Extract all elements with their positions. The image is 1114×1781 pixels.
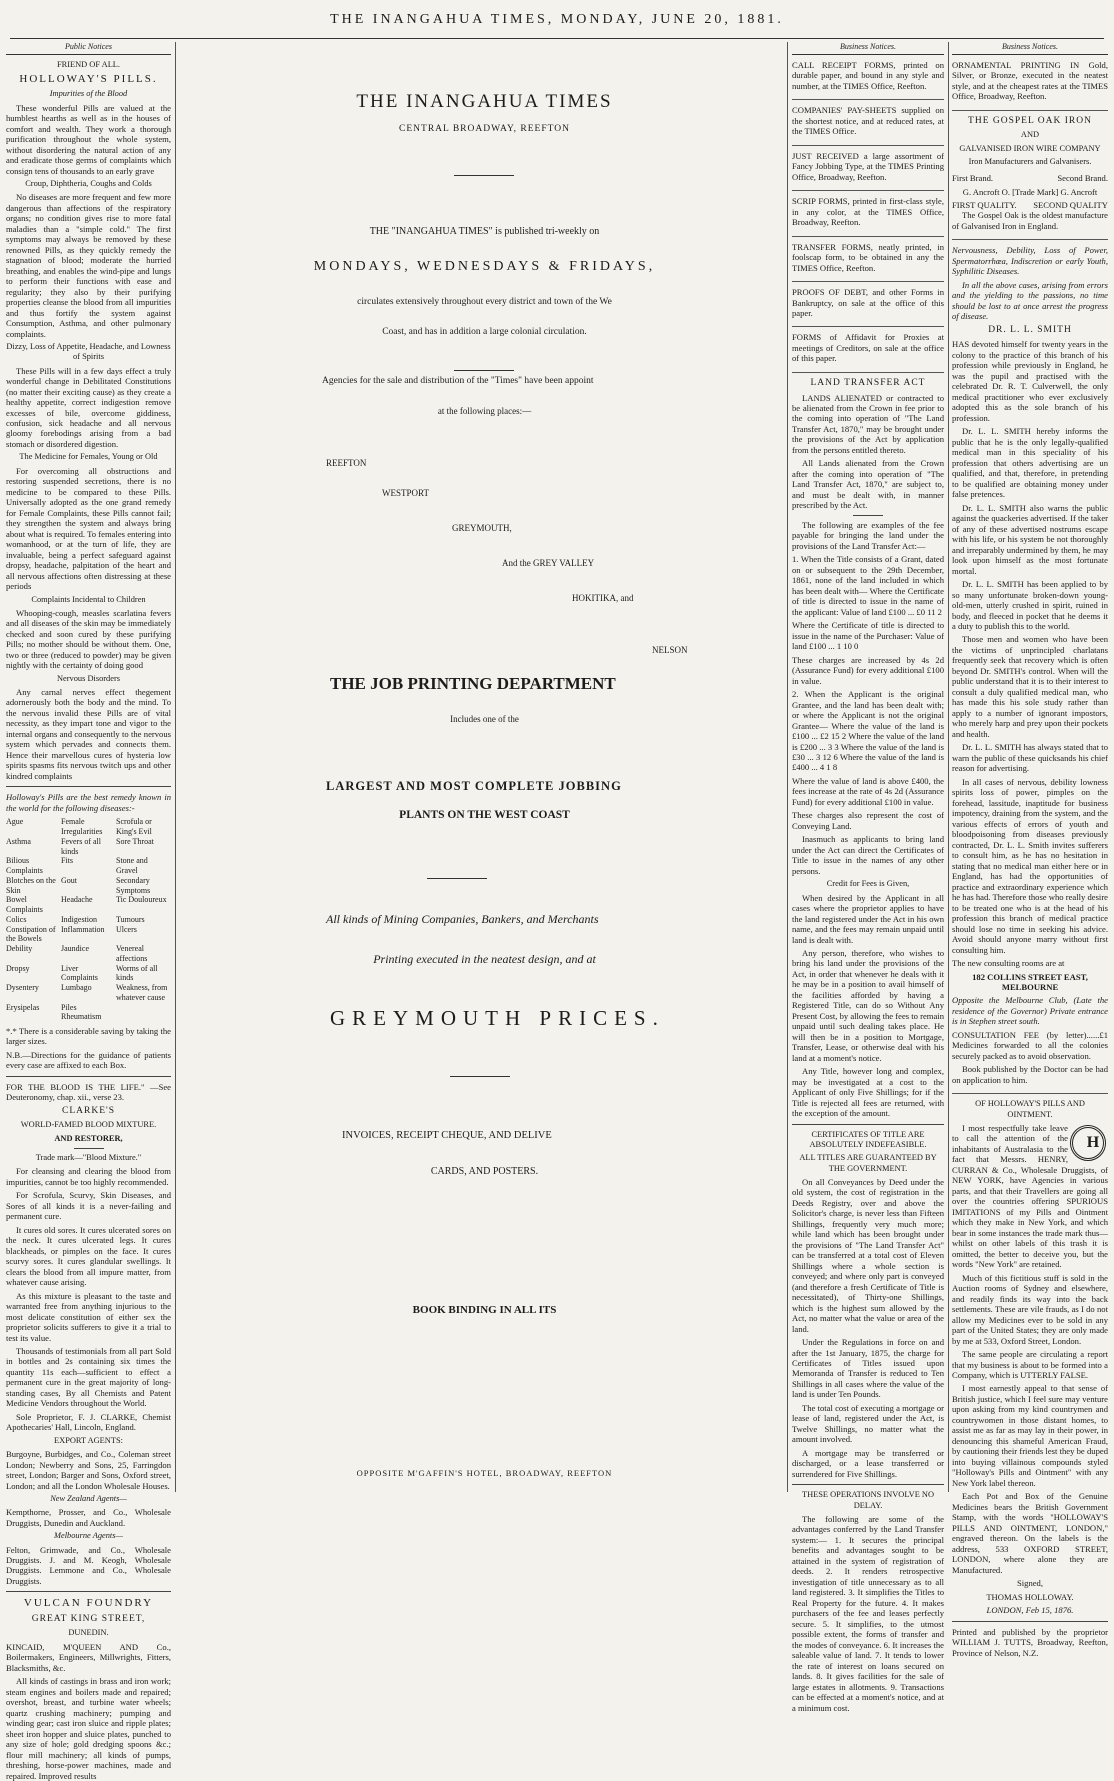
subheading: Dizzy, Loss of Appetite, Headache, and Lowness of Spirits <box>6 342 171 362</box>
land-transfer-heading: LAND TRANSFER ACT <box>810 377 926 388</box>
ornament-rule <box>454 370 514 372</box>
includes-line: Includes one of the <box>450 714 519 724</box>
cards-line: CARDS, AND POSTERS. <box>430 1166 539 1177</box>
column-header: Business Notices. <box>952 42 1108 55</box>
first-quality: FIRST QUALITY. <box>952 199 1017 210</box>
town-name: NELSON <box>652 645 688 655</box>
paragraph: The Gospel Oak is the oldest manufacture of Galvanised Iron in England. <box>952 210 1108 231</box>
vulcan-city: DUNEDIN. <box>68 1628 109 1638</box>
advert <box>792 287 944 327</box>
all-kinds-line: All kinds of Mining Companies, Bankers, and Merchants <box>326 912 599 926</box>
invoices-line: INVOICES, RECEIPT CHEQUE, AND DELIVE <box>342 1130 552 1141</box>
ornament-rule <box>454 175 514 177</box>
paragraph: For overcoming all obstructions and restoring suspended secretions, there is no medicine to be compared to these Pills. Universally adopted as the one grand remedy for Female Complaints, these Pills cannot fail; they strengthen the system and always bring about what is required. To females entering into womanhood, or at the turn of life, they are invaluable, being a perfect safeguard against dropsy, headache, palpitation of the heart and all nervous affections often distressing at these periods <box>6 465 171 592</box>
disease-item: Bilious Complaints <box>6 856 43 875</box>
disease-item: Female Irregularities <box>61 817 103 836</box>
column-public-notices <box>6 42 176 1781</box>
paragraph: These Pills will in a few days effect a truly wonderful change in Debilitated Constitutions (no matter their exciting cause) as they create a healthy appetite, correct indigestion remove excesses of bile, overcome giddiness, confusion, sick headache and all nervous gloomy forebodings arising from a bad stomach or disordered digestion. <box>6 365 171 449</box>
paragraph: The new consulting rooms are at <box>952 958 1065 969</box>
paragraph: FOR THE BLOOD IS THE LIFE." —See Deuteronomy, chap. xii., verse 23. <box>6 1081 171 1103</box>
subheading: Nervous Disorders <box>56 673 121 683</box>
paper-address: CENTRAL BROADWAY, REEFTON <box>399 124 570 134</box>
holloway-seal-icon: H <box>1070 1125 1106 1161</box>
paragraph: TRANSFER FORMS, neatly printed, in foolscap form, to be obtained in any the TIMES Office, Reefton. <box>792 241 944 273</box>
disease-item <box>6 1012 61 1022</box>
subheading: Complaints Incidental to Children <box>31 594 146 604</box>
paragraph: For Scrofula, Scurvy, Skin Diseases, and Sores of all kinds it is a never-failing and permanent cure. <box>6 1190 171 1222</box>
subheading: ALL TITLES ARE GUARANTEED BY THE GOVERNMENT. <box>799 1153 937 1173</box>
paragraph: The following are some of the advantages conferred by the Land Transfer system:— 1. It secures the principal benefits and advantages sought to be attained in the system of registration of deeds. 2. It renders retrospective investigation of title unnecessary as to all land registered. 3. It simplifies the Titles to Real Property for the future. 4. It makes purchasers of the fee and leases perfectly secure. 5. It simplifies, to the utmost possible extent, the forms of transfer and the modes of conveyance. 6. It increases the saleable value of land. 7. It tends to lower the rate of interest on loans secured on lands. 8. It gives facilities for the sale of large estates in allotments. 9. Transactions can be effected at a moment's notice, and at a minimum cost. <box>792 1513 944 1713</box>
circulates-line: circulates extensively throughout every district and town of the We <box>357 297 612 307</box>
advert <box>792 151 944 191</box>
paragraph: SCRIP FORMS, printed in first-class style, in any color, at the TIMES Office, Broadway, Reefton. <box>792 196 944 228</box>
paragraph: These charges also represent the cost of Conveying Land. <box>792 810 944 831</box>
subheading: The Medicine for Females, Young or Old <box>19 452 158 462</box>
disease-item: Stone and Gravel <box>116 856 148 875</box>
disease-item: Inflammation <box>61 924 105 934</box>
advert <box>792 242 944 282</box>
paragraph: CALL RECEIPT FORMS, printed on durable paper, and bound in any style and number, at the TIMES Office, Reefton. <box>792 59 944 91</box>
subheading: Credit for Fees is Given, <box>826 879 910 889</box>
paragraph: Where the value of land is above £400, the fees increase at the rate of 4s 2d (Assurance Fund) for every additional £100 in value. <box>792 775 944 807</box>
paragraph: *.* There is a considerable saving by taking the larger sizes. <box>6 1026 171 1047</box>
second-brand: Second Brand. <box>1057 173 1108 184</box>
divider <box>853 515 883 516</box>
advert <box>792 60 944 100</box>
disease-item: Weakness, from whatever cause <box>116 983 168 1002</box>
column-header: Public Notices <box>6 42 171 55</box>
prices-line: GREYMOUTH PRICES. <box>330 1006 665 1030</box>
second-quality: SECOND QUALITY <box>1033 199 1108 210</box>
trade-mark: Trade mark—"Blood Mixture." <box>35 1152 142 1162</box>
disease-item: Ulcers <box>116 924 137 934</box>
paragraph: All kinds of castings in brass and iron work; steam engines and boilers made and repaired; overshot, breast, and turbine water wheels; quartz crushing machinery; pumping and winding gear; cast iron sluice and ripple plates; sheet iron hopper and sluice plates, punched to any size of hole; gold dredging spoons &c.; flour mill machinery; all kinds of pumps, threshing, horse-power machines, made and repaired. Improved results <box>6 1676 171 1781</box>
paragraph: CONSULTATION FEE (by letter)......£1 Medicines forwarded to all the colonies securely packed as to avoid observation. <box>952 1029 1108 1061</box>
paragraph: No diseases are more frequent and few more dangerous than affections of the respiratory organs; no condition gives rise to more fatal maladies than a "simple cold." The first symptoms may always be removed by these renowned Pills, as they quickly remedy the stagnation of blood; moderate the hurried breathing, and enables the wind-pipe and lungs to perform their functions with ease and regularity; they also by their purifying properties cleanse the blood from all impurities and thus fortify the system against Consumption, Asthma, and other pulmonary complaints. <box>6 192 171 339</box>
vulcan-heading: VULCAN FOUNDRY <box>23 1597 154 1610</box>
paragraph: Those men and women who have been the victims of unprincipled charlatans frequently seek that recovery which is often beyond Dr. SMITH's control. When will the public understand that it is to their interest to consult a duly qualified medical man, who has made this his sole study rather than apply to a number of ignorant impostors, who merely harp and prey upon their pockets and health. <box>952 634 1108 739</box>
disease-item: Dropsy <box>6 963 30 973</box>
iron-line: Iron Manufacturers and Galvanisers. <box>968 156 1092 166</box>
paragraph: Book published by the Doctor can be had on application to him. <box>952 1064 1108 1085</box>
paragraph: Burgoyne, Burbidges, and Co., Coleman street London; Newberry and Sons, 25, Farringdon street, London; Barger and Sons, Oxford street, London; and all the London Wholesale Houses. <box>6 1449 171 1491</box>
smith-heading: DR. L. L. SMITH <box>988 324 1072 335</box>
advert <box>952 60 1108 111</box>
divider <box>952 1621 1108 1622</box>
disease-item: Gout <box>61 875 77 885</box>
gospel-heading: THE GOSPEL OAK IRON <box>968 115 1092 126</box>
disease-item: Fevers of all kinds <box>61 836 101 856</box>
paragraph: 2. When the Applicant is the original Grantee, and the land has been dealt with; or where the Applicant is not the original Grantee— Where the value of the land is £100 ... £2 15 2 Where the value of the land is £200 ... 3 3 Where the value of the land is £30 ... 3 12 6 Where the value of the land is £400 ... 4 1 8 <box>792 689 944 773</box>
disease-item: Sore Throat <box>116 836 154 846</box>
subheading: EXPORT AGENTS: <box>54 1435 123 1445</box>
paragraph: It cures old sores. It cures ulcerated sores on the neck. It cures ulcerated legs. It cures blackheads, or pimples on the face. It cures scurvy sores. It cures glandular swellings. It clears the blood from all impure matter, from whatever cause arising. <box>6 1224 171 1288</box>
date-line: LONDON, Feb 15, 1876. <box>986 1605 1074 1616</box>
disease-item: Liver Complaints <box>61 963 98 983</box>
disease-item <box>116 1012 171 1022</box>
paragraph: N.B.—Directions for the guidance of patients every case are affixed to each Box. <box>6 1049 171 1071</box>
paragraph: 1. When the Title consists of a Grant, dated on or subsequent to the 29th December, 1861, none of the land included in which has been dealt with— Where the Certificate of title is directed to issue in the name of the applicant: Value of land £100 ... £0 11 2 <box>792 554 944 617</box>
subheading: Melbourne Agents— <box>54 1531 123 1541</box>
paragraph: LANDS ALIENATED or contracted to be alienated from the Crown in fee prior to the coming into operation of "The Land Transfer Act, 1870," may be brought under the provisions of the Act by application from the persons entitled thereto. <box>792 392 944 455</box>
printing-line: Printing executed in the neatest design, and at <box>373 952 596 966</box>
advert <box>792 105 944 145</box>
disease-item <box>116 1003 171 1013</box>
vulcan-street: GREAT KING STREET, <box>31 1613 146 1624</box>
ornament-rule <box>427 878 487 880</box>
paragraph: These charges are increased by 4s 2d (Assurance Fund) for every additional £100 in value. <box>792 654 944 686</box>
town-name: GREYMOUTH, <box>452 523 512 533</box>
places-line: at the following places:— <box>437 406 532 416</box>
paragraph: The total cost of executing a mortgage or lease of land, registered under the Act, is Twelve Shillings, no matter what the amount involved. <box>792 1402 944 1445</box>
imprint: Printed and published by the proprietor WILLIAM J. TUTTS, Broadway, Reefton, Province of Nelson, N.Z. <box>952 1626 1108 1658</box>
disease-item: Venereal affections <box>116 944 148 963</box>
days-line: MONDAYS, WEDNESDAYS & FRIDAYS, <box>313 259 656 274</box>
paragraph: Each Pot and Box of the Genuine Medicines bears the British Government Stamp, with the words "HOLLOWAY'S PILLS AND OINTMENT, LONDON," engraved thereon. On the labels is the address, 533 OXFORD STREET, LONDON, where alone they are Manufactured. <box>952 1491 1108 1575</box>
disease-item: Scrofula or King's Evil <box>116 817 152 836</box>
disease-item: Debility <box>6 944 33 953</box>
coast-line: Coast, and has in addition a large colonial circulation. <box>382 327 587 337</box>
disease-item: Secondary Symptoms <box>116 875 151 895</box>
paragraph: KINCAID, M'QUEEN AND Co., Boilermakers, Engineers, Millwrights, Fitters, Blacksmiths, &c. <box>6 1641 171 1673</box>
published-line: THE "INANGAHUA TIMES" is published tri-weekly on <box>369 226 600 237</box>
book-binding-line: BOOK BINDING IN ALL ITS <box>412 1304 557 1316</box>
divider <box>74 1148 104 1149</box>
column-header: Business Notices. <box>792 42 944 55</box>
paragraph: Any person, therefore, who wishes to bring his land under the provisions of the Act, in order that whenever he deals with it he may be in a position to avail himself of the facilities afforded by having a Registered Title, can do so Without Any Present Cost, by allowing the fees to remain unpaid until such dealing takes place. He will then be in a position to Mortgage, Transfer, Lease, or otherwise deal with his land at a moment's notice. <box>792 948 944 1063</box>
friend-heading: FRIEND OF ALL. <box>56 59 121 69</box>
signature: THOMAS HOLLOWAY. <box>986 1591 1074 1602</box>
plants-line: PLANTS ON THE WEST COAST <box>399 809 570 821</box>
advert <box>792 332 944 372</box>
disease-item: Dysentery <box>6 983 39 992</box>
paragraph: Felton, Grimwade, and Co., Wholesale Druggists. J. and M. Keogh, Wholesale Druggists. Lemmone and Co., Wholesale Druggists. <box>6 1544 171 1586</box>
town-name: HOKITIKA, and <box>572 593 634 603</box>
column-business-notices <box>792 42 949 1713</box>
holloway-title: HOLLOWAY'S PILLS. <box>19 73 158 85</box>
largest-line: LARGEST AND MOST COMPLETE JOBBING <box>326 779 622 793</box>
column-times-advert <box>182 42 788 1492</box>
paragraph: ORNAMENTAL PRINTING IN Gold, Silver, or Bronze, executed in the neatest style, and at the cheapest rates at the TIMES Office, Broadway, Reefton. <box>952 59 1108 102</box>
paragraph: Dr. L. L. SMITH hereby informs the public that he is the only legally-qualified medical man in this speciality of his profession that others advertising are un qualified, and that, therefore, in pretending to be qualified are obtaining money under false pretences. <box>952 426 1108 500</box>
paragraph: Any carnal nerves effect thegement adornerously both the body and the mind. To the nervous invalid these Pills are of vital necessity, as they impart tone and vigor to the internal organs and consequently to the nervous system which pervades and connects them. Hence their marvellous cures of hysteria low spirits spasms fits nervous twitch ups and other kindred complaints <box>6 686 171 781</box>
disease-item: Bowel Complaints <box>6 895 43 914</box>
divider <box>792 1484 944 1485</box>
advert <box>792 196 944 236</box>
disease-item: Rheumatism <box>61 1012 102 1022</box>
paper-title: THE INANGAHUA TIMES <box>356 91 613 112</box>
column-business-notices-2 <box>952 42 1108 1658</box>
top-rule <box>10 38 1104 39</box>
subheading: THESE OPERATIONS INVOLVE NO DELAY. <box>801 1490 935 1510</box>
paragraph: COMPANIES' PAY-SHEETS supplied on the shortest notice, and at reduced rates, at the TIMES Office. <box>792 105 944 137</box>
paragraph: Holloway's Pills are the best remedy known in the world for the following diseases:- <box>6 792 171 813</box>
and-word: AND <box>1020 130 1040 140</box>
advert <box>952 1064 1108 1094</box>
signed-line: Signed, <box>1016 1578 1044 1589</box>
restorer-heading: AND RESTORER, <box>54 1133 123 1143</box>
paragraph: Dr. L. L. SMITH has been applied to by so many unfortunate broken-down young-old-men, utterly crushed in spirit, ruined in body, and fleeced in pocket that he deems it a duty to publish this to the world. <box>952 579 1108 631</box>
disease-item: Indigestion <box>61 914 97 924</box>
disease-item: Ague <box>6 817 24 827</box>
disease-item: Colics <box>6 914 27 924</box>
quality-row <box>952 200 1108 210</box>
paragraph: Much of this fictitious stuff is sold in the Auction rooms of Sydney and elsewhere, and readily finds its way into the back settlements. These are vile frauds, as I do not allow my Medicines ever to be sold in any part of the United States; they are only made by me at 533, Oxford Street, London. <box>952 1272 1108 1346</box>
subheading: New Zealand Agents— <box>50 1494 127 1504</box>
town-name: And the GREY VALLEY <box>502 558 595 568</box>
divider <box>6 786 171 787</box>
masthead: THE INANGAHUA TIMES, MONDAY, JUNE 20, 1881. <box>330 12 784 27</box>
job-printing-heading: THE JOB PRINTING DEPARTMENT <box>330 674 616 693</box>
paragraph: The same people are circulating a report that my business is about to be formed into a Company, which is UTTERLY FALSE. <box>952 1349 1108 1380</box>
disease-item: Asthma <box>6 836 31 846</box>
paragraph: I most earnestly appeal to that sense of British justice, which I feel sure may venture upon asking from my kind countrymen and countrywomen in those distant homes, to assist me as far as may lay in their power, in denouncing this shameful American Fraud, by cautioning their friends lest they be duped into buying villainous compounds styled "Holloway's Pills and Ointment" with any New York label thereon. <box>952 1383 1108 1488</box>
paragraph: HAS devoted himself for twenty years in the colony to the practice of this branch of his profession while previously in England, he was the pupil and practised with the celebrated Dr. R. T. Culverwell, the only medical practitioner who ever exclusively adopted this as the sole branch of his profession. <box>952 339 1108 423</box>
paragraph-text: I most respectfully take leave to call the attention of the inhabitants of Australasia to the fact that Messrs. HENRY, CURRAN & Co., Wholesale Druggists, of NEW YORK, have Agencies in various parts, and that their Travellers are going all over the countries offering SPURIOUS IMITATIONS of my Pills and Ointment which they make in New York, and which bear in some instances the trade mark thus— whilst on other labels of this trash it is omitted, the better to deceive you, but the words "New York" are retained. <box>952 1122 1108 1270</box>
disease-item: Lumbago <box>61 983 92 992</box>
paragraph: On all Conveyances by Deed under the old system, the cost of registration in the Deeds Registry, over and above the Solicitor's charge, is never less than Fifteen Shillings, frequently very much more; while land which has been brought under the provisions of "The Land Transfer Act" can be transferred at a total cost of Eleven Shillings where a whole section is conveyed; and where only part is conveyed (and therefore a fresh Certificate of Title is necessitated), of Thirty-one Shillings, which is the highest sum allowed by the Act, no matter what the value or area of the land. <box>792 1176 944 1334</box>
paragraph: Nervousness, Debility, Loss of Power, Spermatorrhœa, Indiscretion or early Youth, Syphilitic Diseases. <box>952 245 1108 277</box>
opposite-line: OPPOSITE M'GAFFIN'S HOTEL, BROADWAY, REEFTON <box>356 1468 613 1478</box>
disease-item: Jaundice <box>61 944 89 953</box>
paragraph: When desired by the Applicant in all cases where the proprietor applies to have the land registered under the Act in his own name, and the fees may remain unpaid until land is dealt with. <box>792 892 944 945</box>
paragraph: FORMS of Affidavit for Proxies at meetings of Creditors, on sale at the office of this paper. <box>792 332 944 364</box>
disease-item: Constipation of the Bowels <box>6 924 56 944</box>
address-line: 182 COLLINS STREET EAST, MELBOURNE <box>972 971 1088 992</box>
disease-item: Fits <box>61 856 74 866</box>
divider <box>6 1591 171 1592</box>
disease-item: Erysipelas <box>6 1002 40 1012</box>
paragraph: A mortgage may be transferred or discharged, or a lease transferred or surrendered for Five Shillings. <box>792 1447 944 1479</box>
first-brand: First Brand. <box>952 173 994 184</box>
subheading: CERTIFICATES OF TITLE ARE ABSOLUTELY INDEFEASIBLE. <box>809 1129 927 1149</box>
divider <box>6 1076 171 1077</box>
disease-item: Headache <box>61 895 93 905</box>
paragraph: For cleansing and clearing the blood from impurities, cannot be too highly recommended. <box>6 1166 171 1187</box>
paragraph: Thousands of testimonials from all part Sold in bottles and 2s containing six times the quantity 11s each—sufficient to effect a permanent cure in the great majority of long-standing cases, By all Chemists and Patent Medicine Vendors throughout the World. <box>6 1345 171 1409</box>
holloway-heading: OF HOLLOWAY'S PILLS AND OINTMENT. <box>975 1099 1085 1119</box>
paragraph: Dr. L. L. SMITH also warns the public against the quackeries advertised. If the taker of any of these advertised nostrums escape with his life, or his system be not thoroughly and irreparably undermined by them, he may look upon himself as the most fortunate mortal. <box>952 502 1108 576</box>
paragraph: Dr. L. L. SMITH has always stated that to warn the public of these quicksands his chief reason for advertising. <box>952 742 1108 774</box>
paragraph: Inasmuch as applicants to bring land under the Act can direct the Certificates of Title to issue in the names of any other persons. <box>792 834 944 876</box>
brand-row <box>952 173 1108 183</box>
disease-item: Piles <box>61 1002 77 1012</box>
disease-item: Tumours <box>116 914 145 924</box>
clarke-heading: CLARKE'S <box>62 1105 115 1116</box>
town-name: WESTPORT <box>382 488 429 498</box>
diseases-list <box>6 817 171 1022</box>
paragraph <box>952 1123 1108 1270</box>
brand-marks: G. Ancroft O. [Trade Mark] G. Ancroft <box>962 186 1098 197</box>
paragraph: Sole Proprietor, F. J. CLARKE, Chemist Apothecaries' Hall, Lincoln, England. <box>6 1411 171 1433</box>
town-name: REEFTON <box>326 458 367 468</box>
paragraph: In all the above cases, arising from errors and the yielding to the passions, no time should be lost to at once arrest the progress of disease. <box>952 279 1108 322</box>
paragraph: The following are examples of the fee payable for bringing the land under the provisions of the Land Transfer Act:— <box>792 519 944 551</box>
paragraph: These wonderful Pills are valued at the humblest hearths as well as in the houses of comfort and wealth. They work a thorough purification throughout the whole system, without disordering the natural action of any and eradicate those germs of complaints which consign tens of thousands to an early grave <box>6 102 171 176</box>
impurities-heading: Impurities of the Blood <box>49 89 128 99</box>
ornament-rule <box>450 1076 510 1078</box>
divider <box>792 1124 944 1125</box>
disease-item: Tic Douloureux <box>116 895 167 905</box>
subheading: Croup, Diphtheria, Coughs and Colds <box>25 179 152 189</box>
clarke-subheading: WORLD-FAMED BLOOD MIXTURE. <box>20 1120 157 1130</box>
paragraph: All Lands alienated from the Crown after the coming into operation of "The Land Transfer Act, 1870," are subject to, and must be dealt with, in manner prescribed by the Act. <box>792 458 944 511</box>
galvanised-heading: GALVANISED IRON WIRE COMPANY <box>959 143 1101 153</box>
disease-item: Worms of all kinds <box>116 963 158 983</box>
paragraph: Whooping-cough, measles scarlatina fevers and all diseases of the skin may be immediately checked and soon cured by these purifying Pills; no mother should be without them. One, two or three (reduced to powder) may be given nightly with the certainty of doing good <box>6 607 171 671</box>
paragraph: Kempthorne, Prosser, and Co., Wholesale Druggists, Dunedin and Auckland. <box>6 1507 171 1528</box>
agencies-line: Agencies for the sale and distribution of the "Times" have been appoint <box>322 376 594 386</box>
paragraph: Under the Regulations in force on and after the 1st January, 1875, the charge for Certificates of Titles issued upon Memoranda of Transfer is reduced to Ten Shillings in all cases where the value of the land is under Ten Pounds. <box>792 1337 944 1400</box>
paragraph: In all cases of nervous, debility lowness spirits loss of power, pimples on the forehead, lassitude, inaptitude for business impotency, draining from the system, and the various effects of errors of youth and bloodpoisoning from diseases previously contracted, Dr. L. L. Smith invites sufferers to consult him, as he has no hesitation in stating that no medical man either here or in England, has had the opportunities of practice and extraordinary experience which he has had. Therefore those who really desire to be treated one who is at the head of his profession this branch of medical practice should lose no time in seeking his advice. Avoid should anyone marry without first consulting him. <box>952 776 1108 955</box>
paragraph: JUST RECEIVED a large assortment of Fancy Jobbing Type, at the TIMES Printing Office, Broadway, Reefton. <box>792 150 944 182</box>
paragraph: Opposite the Melbourne Club, (Late the residence of the Governor) Private entrance is in Stephen street south. <box>952 995 1108 1027</box>
paragraph: As this mixture is pleasant to the taste and warranted free from anything injurious to the most delicate constitution of either sex the proprietor solicits sufferers to give it a trial to test its value. <box>6 1290 171 1343</box>
disease-item: Blotches on the Skin <box>6 875 56 895</box>
paragraph: Where the Certificate of title is directed to issue in the name of the Purchaser: Value of land £100 ... 1 10 0 <box>792 620 944 652</box>
advert <box>952 210 1108 240</box>
paragraph: PROOFS OF DEBT, and other Forms in Bankruptcy, on sale at the office of this paper. <box>792 287 944 318</box>
paragraph: Any Title, however long and complex, may be investigated at a cost to the Applicant of only Five Shillings; for if the Title is rejected all fees are returned, with the exception of the amount. <box>792 1066 944 1119</box>
